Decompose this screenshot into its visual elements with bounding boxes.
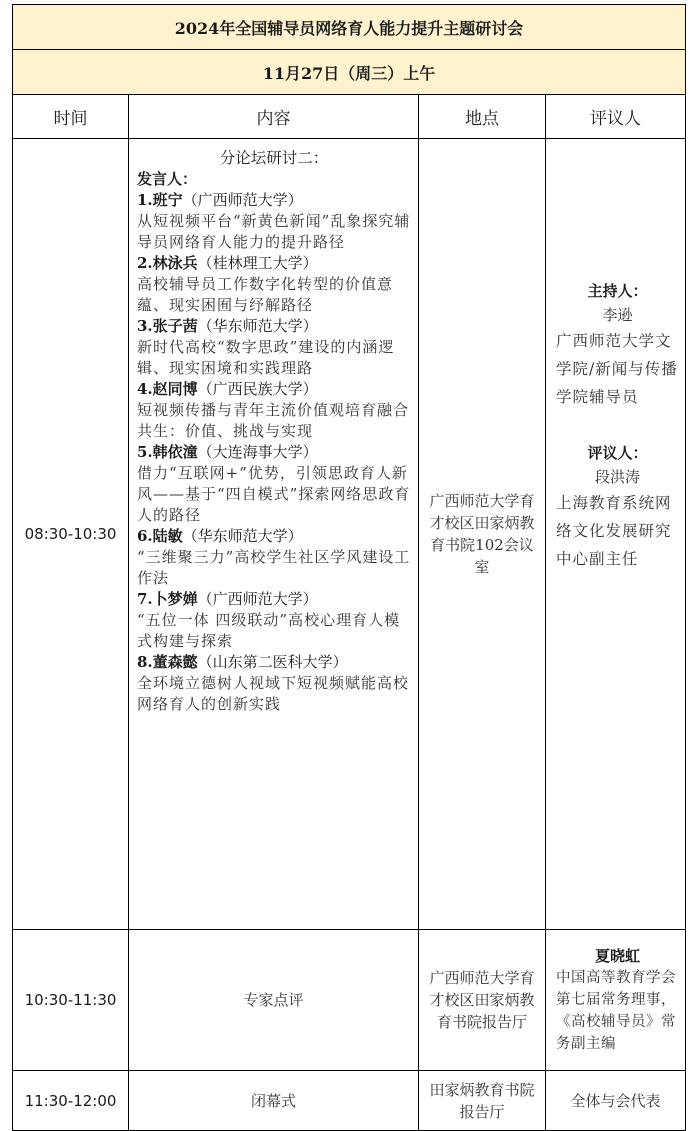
session-location: 广西师范大学育才校区田家炳教育书院报告厅 bbox=[419, 930, 546, 1071]
forum-title: 分论坛研讨二： bbox=[219, 149, 329, 167]
session-date: 11月27日（周三）上午 bbox=[13, 50, 686, 95]
session-time: 08:30-10:30 bbox=[13, 139, 129, 930]
speaker-name bbox=[137, 379, 411, 400]
speaker-number-name: 2.林泳兵 bbox=[137, 254, 198, 272]
speaker-number-name: 1.班宁 bbox=[137, 191, 183, 209]
speaker-name bbox=[137, 253, 411, 274]
table-row bbox=[13, 139, 686, 930]
speaker-affiliation: （桂林理工大学） bbox=[197, 254, 318, 272]
speaker-number-name: 7.卜梦婵 bbox=[137, 590, 198, 608]
speaker-affiliation: （大连海事大学） bbox=[197, 443, 318, 461]
speaker-affiliation: （广西师范大学） bbox=[197, 590, 318, 608]
speakers-label: 发言人： bbox=[137, 170, 198, 188]
reviewer-name: 段洪涛 bbox=[595, 468, 641, 486]
speaker-number-name: 4.赵同博 bbox=[137, 380, 198, 398]
speaker-name bbox=[137, 589, 411, 610]
session-content: 闭幕式 bbox=[129, 1071, 419, 1131]
schedule-table bbox=[12, 4, 686, 1131]
reviewer-description: 中国高等教育学会第七届常务理事，《高校辅导员》常务副主编 bbox=[556, 970, 676, 1052]
session-reviewers: 全体与会代表 bbox=[546, 1071, 686, 1131]
host-description: 广西师范大学文学院/新闻与传播学院辅导员 bbox=[556, 332, 678, 406]
speaker-topic: 借力“互联网+”优势，引领思政育人新风——基于“四自模式”探索网络思政育人的路径 bbox=[137, 464, 411, 524]
speaker-affiliation: （山东第二医科大学） bbox=[197, 653, 348, 671]
speaker-topic: 全环境立德树人视域下短视频赋能高校网络育人的创新实践 bbox=[137, 674, 410, 713]
speaker-topic: “三维聚三力”高校学生社区学风建设工作法 bbox=[137, 548, 411, 587]
session-content bbox=[129, 139, 419, 930]
session-location: 广西师范大学育才校区田家炳教育书院102会议室 bbox=[419, 139, 546, 930]
header-reviewer: 评议人 bbox=[546, 95, 686, 139]
speaker-topic: 高校辅导员工作数字化转型的价值意蕴、现实困囿与纾解路径 bbox=[137, 275, 394, 314]
speaker-name bbox=[137, 190, 411, 211]
speaker-number-name: 3.张子茜 bbox=[137, 317, 198, 335]
speaker-affiliation: （广西师范大学） bbox=[182, 191, 303, 209]
header-location: 地点 bbox=[419, 95, 546, 139]
speaker-topic: “五位一体 四级联动”高校心理育人模式构建与探索 bbox=[137, 611, 401, 650]
speaker-topic: 短视频传播与青年主流价值观培育融合共生：价值、挑战与实现 bbox=[137, 401, 410, 440]
speaker-number-name: 8.董森懿 bbox=[137, 653, 198, 671]
session-content: 专家点评 bbox=[129, 930, 419, 1071]
host-label: 主持人： bbox=[587, 282, 648, 300]
session-location: 田家炳教育书院报告厅 bbox=[419, 1071, 546, 1131]
table-row bbox=[13, 1071, 686, 1131]
session-reviewers bbox=[546, 930, 686, 1071]
speaker-topic: 从短视频平台“新黄色新闻”乱象探究辅导员网络育人能力的提升路径 bbox=[137, 212, 411, 251]
speaker-affiliation: （华东师范大学） bbox=[197, 317, 318, 335]
host-name: 李逊 bbox=[602, 306, 633, 324]
speaker-name bbox=[137, 652, 411, 673]
header-content: 内容 bbox=[129, 95, 419, 139]
conference-title: 2024年全国辅导员网络育人能力提升主题研讨会 bbox=[13, 5, 686, 50]
speaker-number-name: 6.陆敏 bbox=[137, 527, 183, 545]
session-time: 11:30-12:00 bbox=[13, 1071, 129, 1131]
speaker-affiliation: （华东师范大学） bbox=[182, 527, 303, 545]
speaker-name bbox=[137, 442, 411, 463]
speaker-topic: 新时代高校“数字思政”建设的内涵逻辑、现实困境和实践理路 bbox=[137, 338, 395, 377]
speaker-affiliation: （广西民族大学） bbox=[197, 380, 318, 398]
header-time: 时间 bbox=[13, 95, 129, 139]
speaker-list bbox=[137, 190, 411, 715]
reviewer-description: 上海教育系统网络文化发展研究中心副主任 bbox=[556, 494, 672, 568]
table-row bbox=[13, 930, 686, 1071]
speaker-name bbox=[137, 526, 411, 547]
reviewer-label: 评议人： bbox=[587, 444, 648, 462]
reviewer-name: 夏晓虹 bbox=[595, 947, 641, 965]
speaker-number-name: 5.韩依潼 bbox=[137, 443, 198, 461]
speaker-name bbox=[137, 316, 411, 337]
session-time: 10:30-11:30 bbox=[13, 930, 129, 1071]
session-reviewers bbox=[546, 139, 686, 930]
